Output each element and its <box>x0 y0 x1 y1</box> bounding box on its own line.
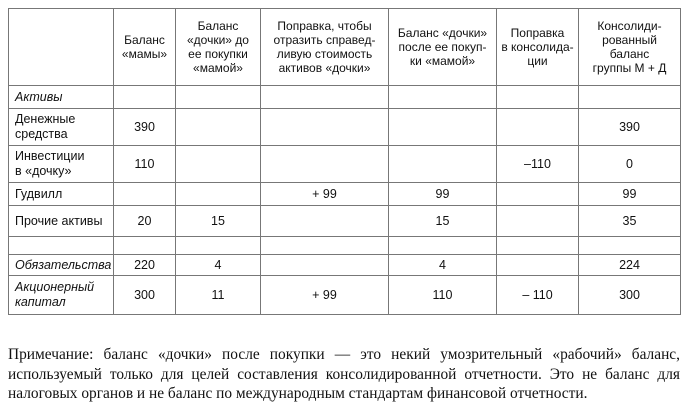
header-cell-mother-balance: Баланс «мамы» <box>114 9 176 86</box>
table-cell: 110 <box>389 276 497 315</box>
table-cell <box>389 146 497 183</box>
header-cell-consolidation-adjustment: Поправка в консолида- ции <box>497 9 579 86</box>
table-cell: 110 <box>114 146 176 183</box>
table-cell: 15 <box>389 206 497 237</box>
table-cell <box>176 146 261 183</box>
header-cell-consolidated-balance: Консолиди- рованный баланс группы М + Д <box>579 9 681 86</box>
consolidation-table-container <box>8 8 680 315</box>
table-row <box>9 206 681 237</box>
table-row-assets-heading <box>9 86 681 109</box>
table-cell: –110 <box>497 146 579 183</box>
table-cell: 35 <box>579 206 681 237</box>
table-row <box>9 255 681 276</box>
table-cell <box>261 206 389 237</box>
table-cell: 99 <box>579 183 681 206</box>
table-cell <box>497 183 579 206</box>
table-cell <box>389 109 497 146</box>
table-cell: – 110 <box>497 276 579 315</box>
header-cell-daughter-before: Баланс «дочки» до ее покупки «мамой» <box>176 9 261 86</box>
table-cell: 20 <box>114 206 176 237</box>
table-cell: 390 <box>114 109 176 146</box>
table-cell: 4 <box>176 255 261 276</box>
table-cell <box>497 255 579 276</box>
table-cell: 390 <box>579 109 681 146</box>
table-cell: 224 <box>579 255 681 276</box>
table-row <box>9 109 681 146</box>
table-row-spacer <box>9 237 681 255</box>
table-cell <box>261 146 389 183</box>
table-cell <box>261 109 389 146</box>
table-row <box>9 146 681 183</box>
table-cell: + 99 <box>261 183 389 206</box>
table-cell: 0 <box>579 146 681 183</box>
section-label-assets: Активы <box>9 86 114 109</box>
table-header-row <box>9 9 681 86</box>
footnote: Примечание: баланс «дочки» после покупки — это некий умозрительный «рабочий» баланс, используемый только для целей составления консолидированной отчетности. Это не баланс для налоговых органов и не баланс по международным стандартам финансовой отчетности. <box>8 346 680 403</box>
table-cell <box>114 183 176 206</box>
row-label: Денежные средства <box>9 109 114 146</box>
row-label: Прочие активы <box>9 206 114 237</box>
table-row <box>9 183 681 206</box>
row-label: Гудвилл <box>9 183 114 206</box>
table-cell <box>497 109 579 146</box>
table-cell: 220 <box>114 255 176 276</box>
table-cell: 11 <box>176 276 261 315</box>
table-cell: 15 <box>176 206 261 237</box>
header-cell-fair-value-adjustment: Поправка, чтобы отразить справед- ливую стоимость активов «дочки» <box>261 9 389 86</box>
header-cell-daughter-after: Баланс «дочки» после ее покуп- ки «мамой» <box>389 9 497 86</box>
table-cell: 300 <box>579 276 681 315</box>
table-cell: + 99 <box>261 276 389 315</box>
table-cell <box>176 183 261 206</box>
table-cell: 4 <box>389 255 497 276</box>
consolidation-table <box>8 8 681 315</box>
table-cell: 99 <box>389 183 497 206</box>
row-label: Обязательства <box>9 255 114 276</box>
row-label: Акционерный капитал <box>9 276 114 315</box>
table-cell <box>497 206 579 237</box>
table-cell <box>176 109 261 146</box>
table-row <box>9 276 681 315</box>
row-label: Инвестиции в «дочку» <box>9 146 114 183</box>
table-cell <box>261 255 389 276</box>
table-cell: 300 <box>114 276 176 315</box>
header-cell-label <box>9 9 114 86</box>
